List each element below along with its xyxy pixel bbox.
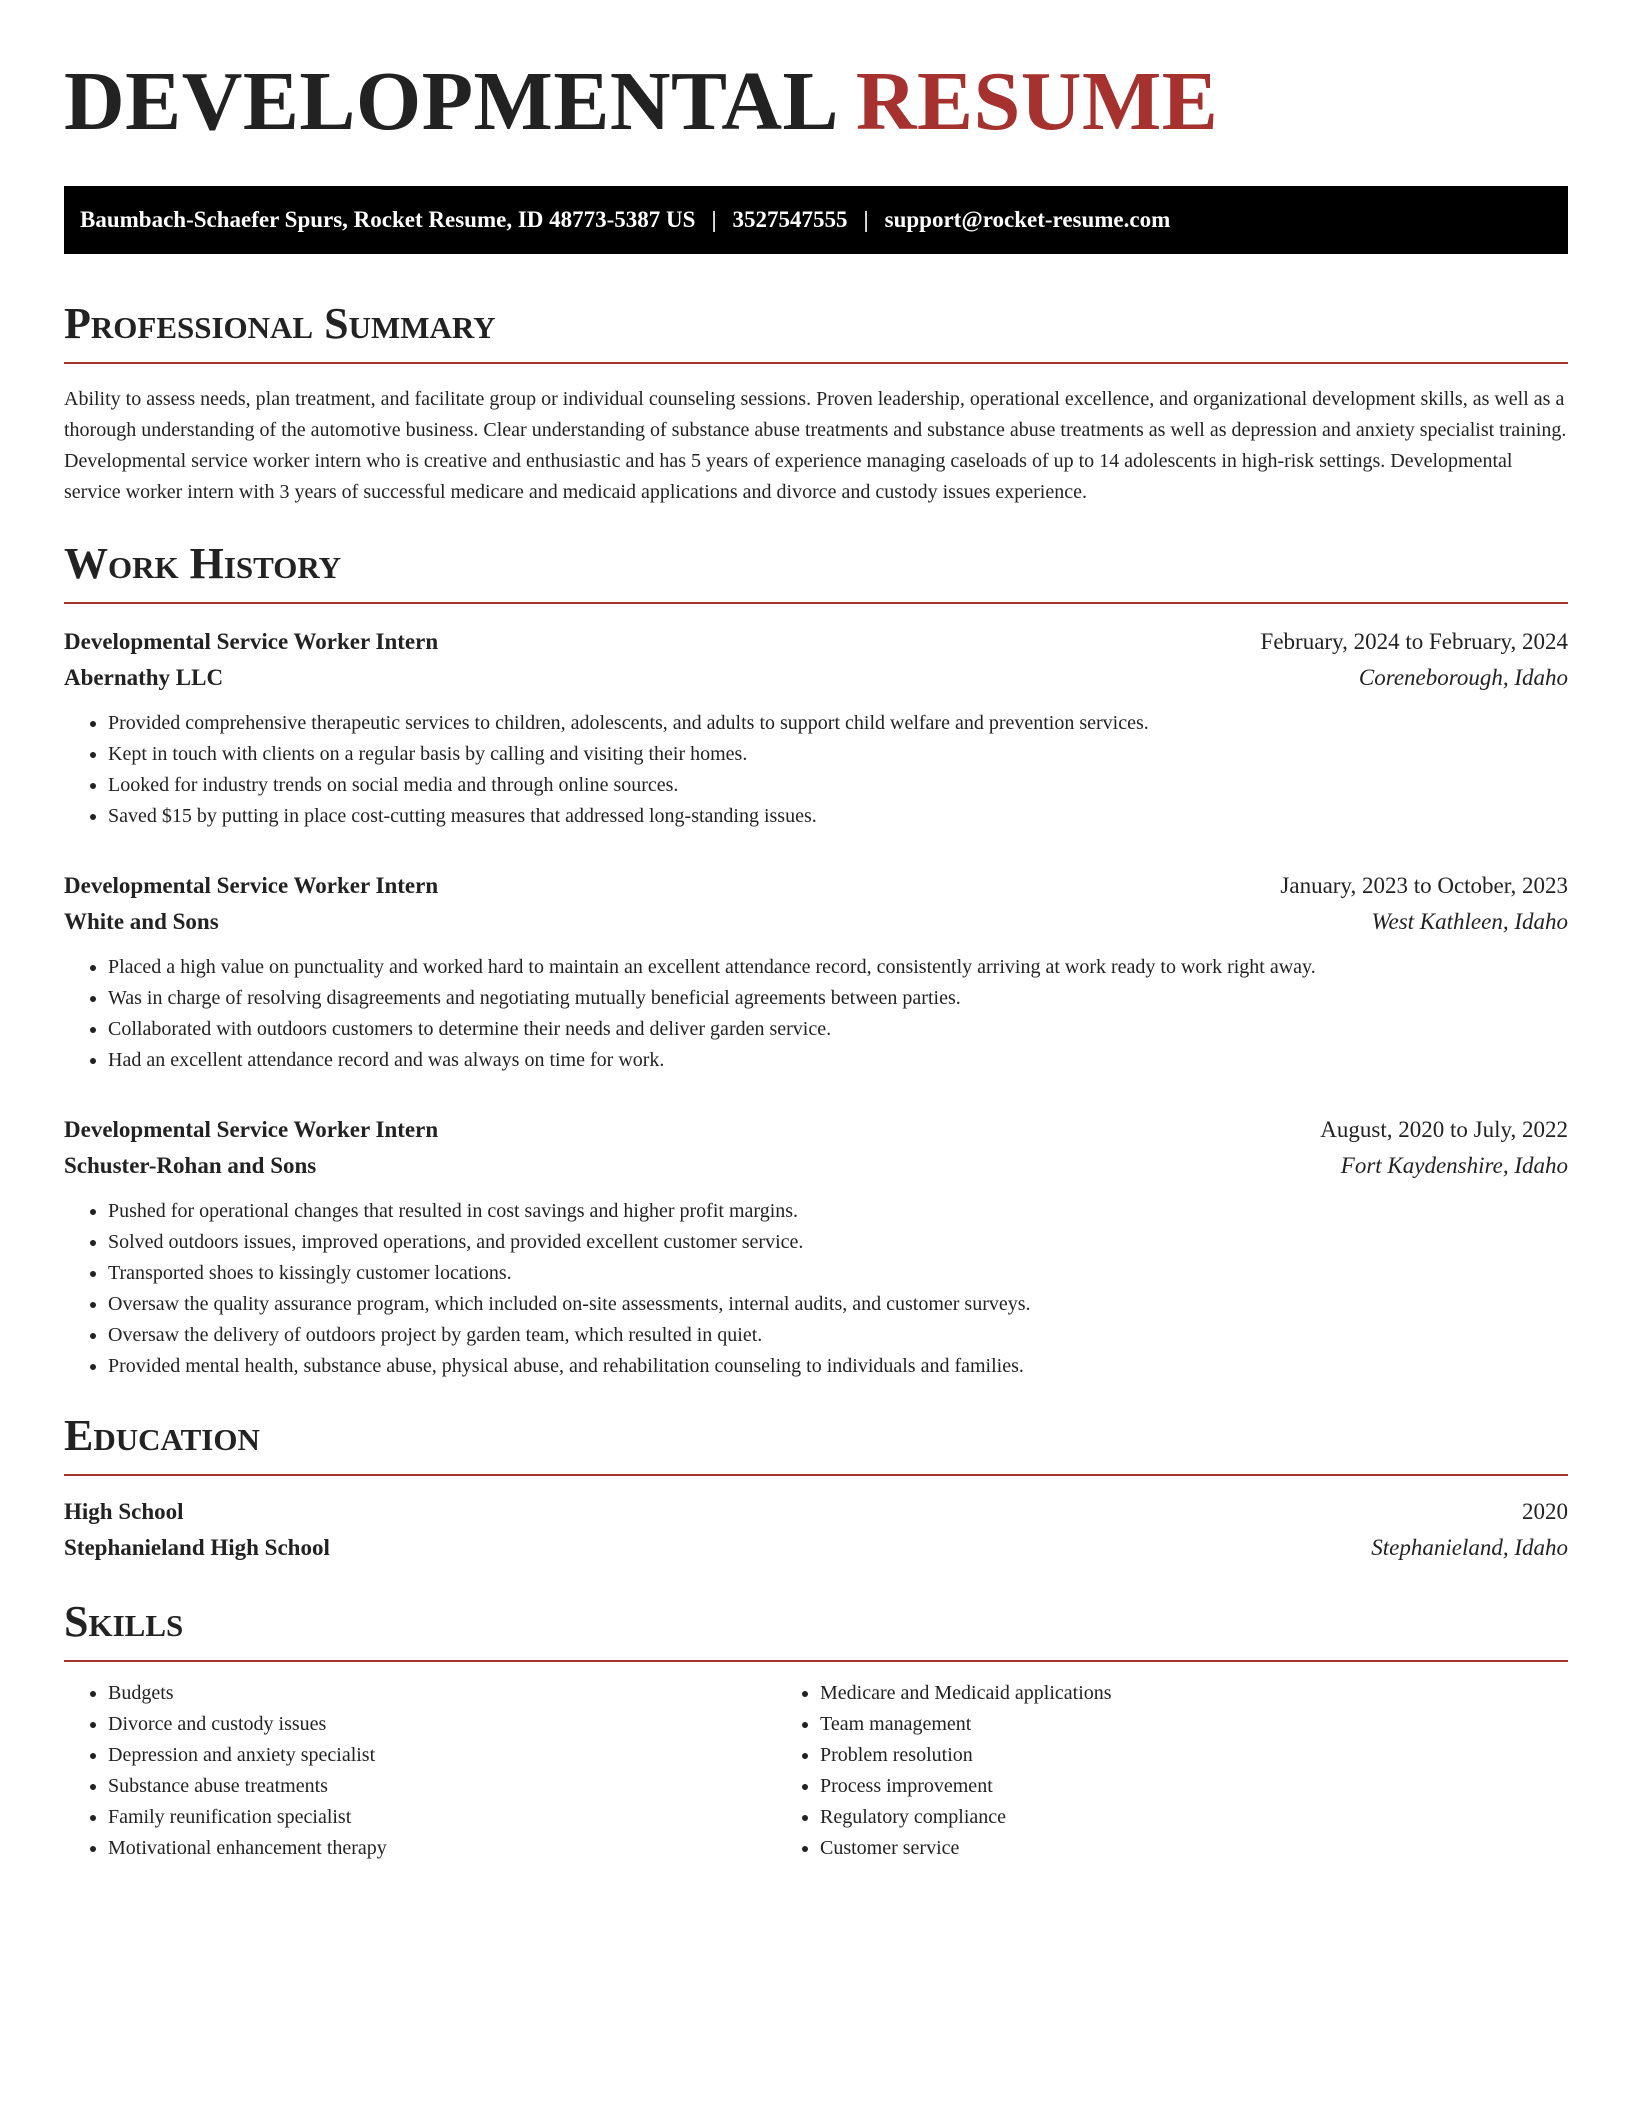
contact-separator: | [711,207,717,232]
skill-item: • Customer service [820,1833,1568,1864]
job-title-row [64,868,1568,904]
contact-email: support@rocket-resume.com [884,207,1171,232]
skill-item: • Team management [820,1709,1568,1740]
job-bullet: • Kept in touch with clients on a regular basis by calling and visiting their homes. [108,739,1568,770]
skill-item: • Problem resolution [820,1740,1568,1771]
job-company: Schuster-Rohan and Sons [64,1153,317,1178]
job-company-row [64,904,1568,940]
job-company: White and Sons [64,909,219,934]
job-bullet: • Saved $15 by putting in place cost-cutting measures that addressed long-standing issues. [108,801,1568,832]
education-location: Stephanieland, Idaho [1371,1535,1568,1560]
skill-item: • Divorce and custody issues [108,1709,756,1740]
job-dates: January, 2023 to October, 2023 [1280,873,1568,898]
education-degree-row [64,1494,1568,1530]
job-bullet: • Pushed for operational changes that resulted in cost savings and higher profit margins. [108,1196,1568,1227]
job-bullet: • Solved outdoors issues, improved operations, and provided excellent customer service. [108,1227,1568,1258]
job-dates: February, 2024 to February, 2024 [1260,629,1568,654]
job-title-row [64,1112,1568,1148]
section-heading: Professional Summary [64,299,496,348]
job-company-row [64,660,1568,696]
skill-item: • Medicare and Medicaid applications [820,1678,1568,1709]
title-main: DEVELOPMENTAL [64,55,835,148]
work-history-section [64,538,1568,1382]
job-bullet: • Looked for industry trends on social media and through online sources. [108,770,1568,801]
summary-section [64,298,1568,508]
skills-section [64,1596,1568,1864]
job-location: West Kathleen, Idaho [1371,909,1568,934]
job-company: Abernathy LLC [64,665,224,690]
job-bullet: • Placed a high value on punctuality and worked hard to maintain an excellent attendance record, consistently arriving at work ready to work right away. [108,952,1568,983]
contact-phone: 3527547555 [732,207,848,232]
job-bullet: • Had an excellent attendance record and was always on time for work. [108,1045,1568,1076]
skills-columns [64,1678,1568,1864]
job-entry [64,624,1568,832]
job-title: Developmental Service Worker Intern [64,629,439,654]
job-bullet: • Was in charge of resolving disagreements and negotiating mutually beneficial agreements between parties. [108,983,1568,1014]
contact-address: Baumbach-Schaefer Spurs, Rocket Resume, ID 48773-5387 US [80,207,696,232]
education-section [64,1410,1568,1566]
job-location: Coreneborough, Idaho [1358,665,1568,690]
skills-right-column [756,1678,1568,1864]
skill-item: • Regulatory compliance [820,1802,1568,1833]
skill-item: • Motivational enhancement therapy [108,1833,756,1864]
section-divider [64,362,1568,364]
job-bullet: • Collaborated with outdoors customers to determine their needs and deliver garden service. [108,1014,1568,1045]
contact-bar [64,186,1568,254]
job-bullet: • Provided mental health, substance abuse, physical abuse, and rehabilitation counseling to individuals and families. [108,1351,1568,1382]
job-bullet: • Oversaw the quality assurance program, which included on-site assessments, internal audits, and customer surveys. [108,1289,1568,1320]
job-company-row [64,1148,1568,1184]
education-entry [64,1494,1568,1566]
job-bullet: • Transported shoes to kissingly customer locations. [108,1258,1568,1289]
job-location: Fort Kaydenshire, Idaho [1340,1153,1568,1178]
education-school: Stephanieland High School [64,1535,330,1560]
skill-item: • Depression and anxiety specialist [108,1740,756,1771]
skill-item: • Process improvement [820,1771,1568,1802]
section-divider [64,1660,1568,1662]
job-title: Developmental Service Worker Intern [64,873,439,898]
section-heading: Skills [64,1597,184,1646]
section-divider [64,602,1568,604]
job-entry [64,1112,1568,1382]
skills-left-column [64,1678,756,1864]
job-bullets [64,1196,1568,1382]
job-dates: August, 2020 to July, 2022 [1320,1117,1568,1142]
job-entry [64,868,1568,1076]
skill-item: • Substance abuse treatments [108,1771,756,1802]
skill-item: • Family reunification specialist [108,1802,756,1833]
job-bullet: • Oversaw the delivery of outdoors project by garden team, which resulted in quiet. [108,1320,1568,1351]
education-degree: High School [64,1499,184,1524]
job-title: Developmental Service Worker Intern [64,1117,439,1142]
education-year: 2020 [1522,1499,1568,1524]
job-bullets [64,952,1568,1076]
summary-text: Ability to assess needs, plan treatment, and facilitate group or individual counseling sessions. Proven leadership, operational excellence, and organizational development skills, as well as a thorough understanding of the automotive business. Clear understanding of substance abuse treatments and substance abuse treatments as well as depression and anxiety specialist training. Developmental service worker intern who is creative and enthusiastic and has 5 years of experience managing caseloads of up to 14 adolescents in high-risk settings. Developmental service worker intern with 3 years of successful medicare and medicaid applications and divorce and custody issues experience. [64,388,1567,503]
section-divider [64,1474,1568,1476]
education-school-row [64,1530,1568,1566]
skill-item: • Budgets [108,1678,756,1709]
contact-separator: | [863,207,869,232]
job-title-row [64,624,1568,660]
title-accent: RESUME [855,55,1219,148]
job-bullets [64,708,1568,832]
resume-title [64,54,1568,150]
job-bullet: • Provided comprehensive therapeutic services to children, adolescents, and adults to support child welfare and prevention services. [108,708,1568,739]
section-heading: Education [64,1411,260,1460]
section-heading: Work History [64,539,342,588]
